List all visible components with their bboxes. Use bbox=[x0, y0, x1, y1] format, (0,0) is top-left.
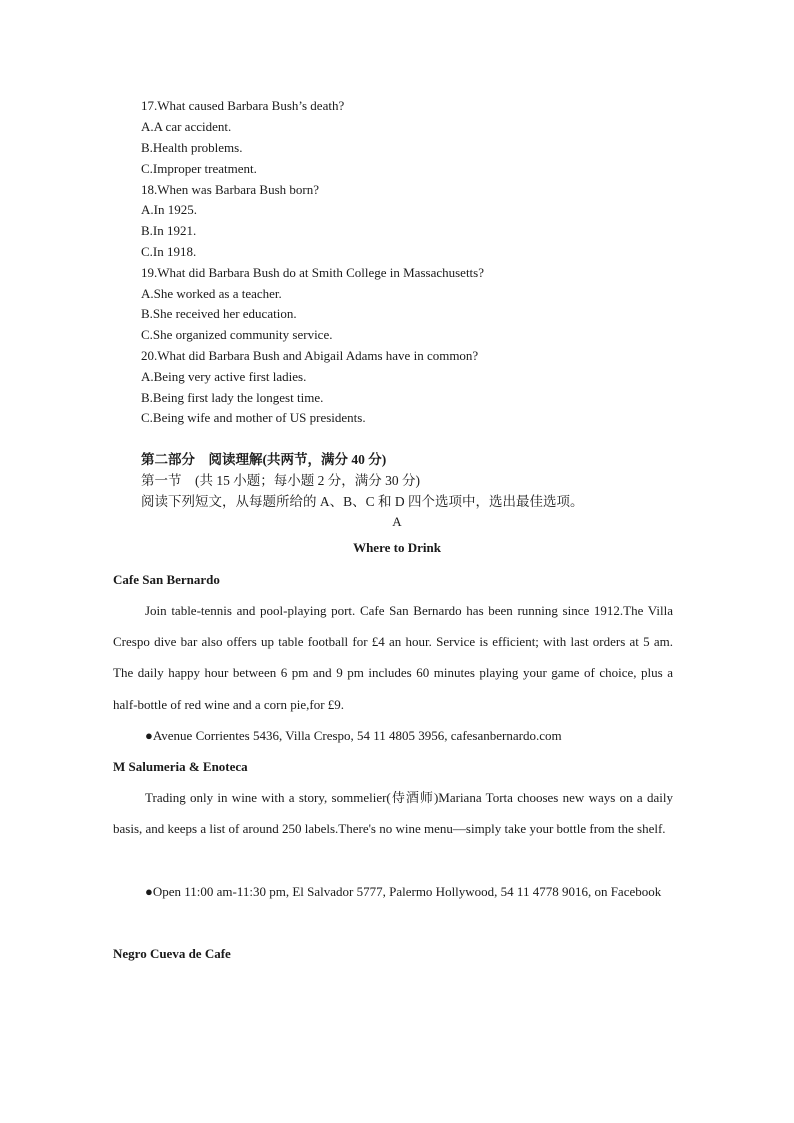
passage-title: Where to Drink bbox=[353, 540, 441, 555]
question-18-stem: 18.When was Barbara Bush born? bbox=[141, 182, 319, 197]
venue-description: Join table-tennis and pool-playing port. Cafe San Bernardo has been running since 1912.The Villa Crespo dive bar also offers up table football for £4 an hour. Service is efficient; with last orders at 5 am. The daily happy hour between 6 pm and 9 pm includes 60 minutes playing your game of choice, plus a half-bottle of red wine and a corn pie,for £9. bbox=[113, 603, 673, 712]
question-20-option-c: C.Being wife and mother of US presidents. bbox=[141, 410, 366, 425]
question-19-option-a: A.She worked as a teacher. bbox=[141, 286, 282, 301]
question-20-stem: 20.What did Barbara Bush and Abigail Adams have in common? bbox=[141, 348, 479, 363]
passage-letter: A bbox=[392, 514, 402, 529]
question-17-option-a: A.A car accident. bbox=[141, 119, 232, 134]
question-20-option-b: B.Being first lady the longest time. bbox=[141, 390, 324, 405]
question-18-option-a: A.In 1925. bbox=[141, 202, 197, 217]
venue-info: ●Open 11:00 am-11:30 pm, El Salvador 5777, Palermo Hollywood, 54 11 4778 9016, on Facebook bbox=[145, 884, 662, 899]
question-17-stem: 17.What caused Barbara Bush’s death? bbox=[141, 98, 345, 113]
question-19-option-b: B.She received her education. bbox=[141, 306, 297, 321]
venue-name: M Salumeria & Enoteca bbox=[113, 759, 248, 774]
question-17-option-b: B.Health problems. bbox=[141, 140, 243, 155]
question-20-option-a: A.Being very active first ladies. bbox=[141, 369, 307, 384]
question-17-option-c: C.Improper treatment. bbox=[141, 161, 257, 176]
section-subtitle: 第一节 (共 15 小题；每小题 2 分，满分 30 分) bbox=[141, 473, 420, 488]
section-instruction: 阅读下列短文，从每题所给的 A、B、C 和 D 四个选项中，选出最佳选项。 bbox=[141, 494, 584, 509]
question-18-option-b: B.In 1921. bbox=[141, 223, 197, 238]
venue-name: Cafe San Bernardo bbox=[113, 572, 220, 587]
question-19-stem: 19.What did Barbara Bush do at Smith College in Massachusetts? bbox=[141, 265, 484, 280]
section-title: 第二部分 阅读理解(共两节，满分 40 分) bbox=[141, 452, 387, 467]
venue-info: ●Avenue Corrientes 5436, Villa Crespo, 54 11 4805 3956, cafesanbernardo.com bbox=[145, 728, 562, 743]
venue-name: Negro Cueva de Cafe bbox=[113, 946, 231, 961]
question-18-option-c: C.In 1918. bbox=[141, 244, 197, 259]
question-19-option-c: C.She organized community service. bbox=[141, 327, 333, 342]
venue-description: Trading only in wine with a story, sommelier(侍酒师)Mariana Torta chooses new ways on a daily basis, and keeps a list of around 250 labels.There's no wine menu—simply take your bottle from the shelf. bbox=[113, 790, 673, 837]
